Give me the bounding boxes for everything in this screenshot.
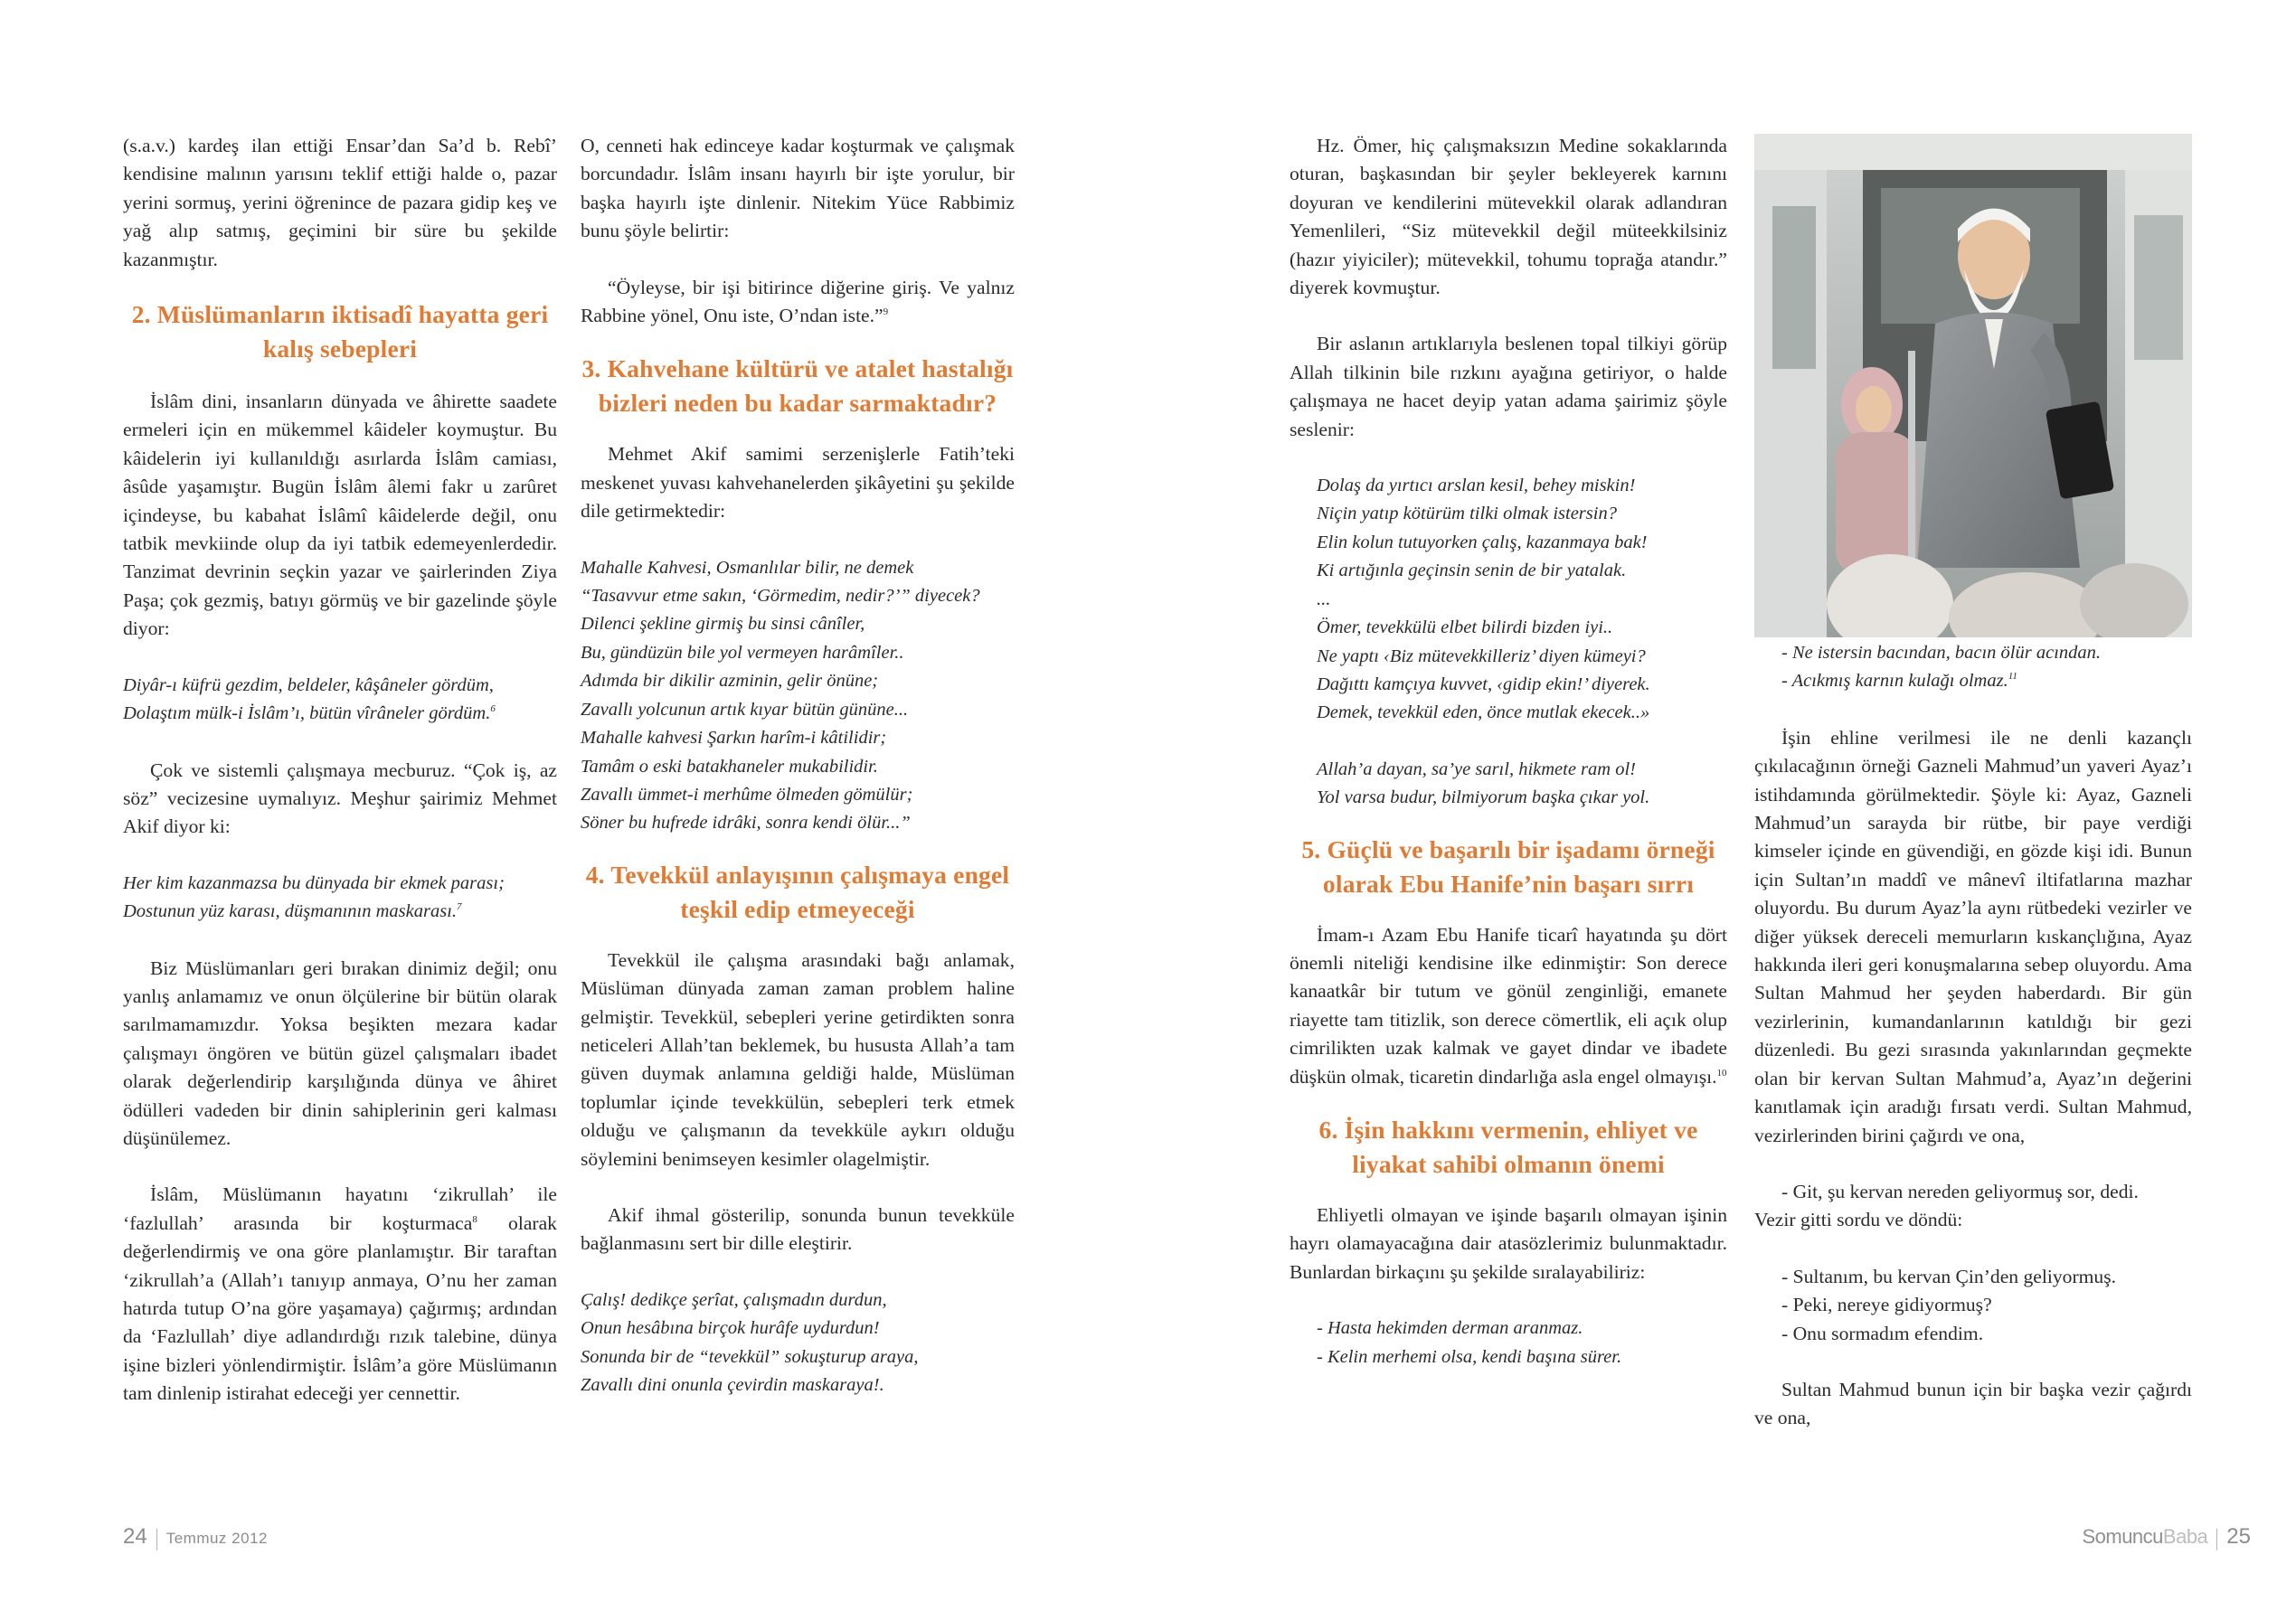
verse-line: Çalış! dedikçe şerîat, çalışmadın durdun, xyxy=(581,1289,887,1310)
paragraph: “Öyleyse, bir işi bitirince diğerine giriş. Ve yalnız Rabbine yönel, Onu iste, O’ndan iste.”$^9$ xyxy=(581,276,1015,327)
dialogue-line: - Git, şu kervan nereden geliyormuş sor, dedi. xyxy=(1781,1180,2139,1202)
verse-line: Ömer, tevekkülü elbet bilirdi bizden iyi.. xyxy=(1317,617,1613,638)
issue-date: Temmuz 2012 xyxy=(165,1530,268,1547)
left-footer xyxy=(123,1524,268,1550)
proverb: - Hasta hekimden derman aranmaz. xyxy=(1317,1318,1583,1339)
proverb: - Acıkmış karnın kulağı olmaz.$^{11}$ xyxy=(1781,671,2017,692)
verse-line: Zavallı ümmet-i merhûme ölmeden gömülür; xyxy=(581,784,913,805)
verse-line: Adımda bir dikilir azminin, gelir önüne; xyxy=(581,671,879,692)
verse-line: Dostunun yüz karası, düşmanının maskarası.$^7$ xyxy=(123,901,462,922)
page-number: 25 xyxy=(2226,1524,2251,1549)
footnote-ref: 6 xyxy=(490,703,496,715)
poem-verse xyxy=(581,554,1015,838)
paragraph: İslâm, Müslümanın hayatını ‘zikrullah’ ile ‘fazlullah’ arasında bir koşturmaca$^8$ olarak değerlendirmiş ve ona göre planlamıştır. Bir taraftan ‘zikrullah’a (Allah’ı tanıyıp anmaya, O’nu her zaman hatırda tutup O’na göre yaşamaya) çağırmış; ardından da ‘Fazlullah’ diye adlandırdığı rızık talebine, dünya işine bizleri yönlendirmiştir. İslâm’a göre Müslümanın tam dinlenip istirahat edeceği yer cennettir. xyxy=(123,1183,557,1405)
right-column-2 xyxy=(1754,639,2192,1433)
verse-line: Elin kolun tutuyorken çalış, kazanmaya bak! xyxy=(1317,532,1648,552)
paragraph: Akif ihmal gösterilip, sonunda bunun tevekküle bağlanmasını sert bir dille eleştirir. xyxy=(581,1203,1015,1255)
dialogue-line: - Onu sormadım efendim. xyxy=(1781,1322,1984,1344)
right-page xyxy=(1148,0,2296,1602)
verse-line: Her kim kazanmazsa bu dünyada bir ekmek parası; xyxy=(123,872,505,893)
paragraph: (s.a.v.) kardeş ilan ettiği Ensar’dan Sa’d b. Rebî’ kendisine malının yarısını teklif ettiği halde o, pazar yerini sormuş, yerini öğrenince de pazara gidip keş ve yağ alıp satmış, geçimini bir süre bu şekilde kazanmıştır. xyxy=(123,135,557,270)
poem-verse xyxy=(123,870,557,927)
paragraph: Ehliyetli olmayan ve işinde başarılı olmayan işinin hayrı olamayacağına dair atasözlerimiz bulunmaktadır. Bunlardan birkaçını şu şekilde sıralayabiliriz: xyxy=(1290,1203,1727,1283)
right-footer xyxy=(2082,1524,2251,1550)
poem-verse xyxy=(1290,756,1727,813)
dialogue-line: - Peki, nereye gidiyormuş? xyxy=(1781,1294,1992,1316)
verse-line: Diyâr-ı küfrü gezdim, beldeler, kâşâneler gördüm, xyxy=(123,674,494,695)
right-column-1 xyxy=(1290,132,1727,1371)
verse-line: Yol varsa budur, bilmiyorum başka çıkar yol. xyxy=(1317,787,1650,808)
dialogue-line: - Sultanım, bu kervan Çin’den geliyormuş. xyxy=(1781,1265,2117,1287)
poem-verse xyxy=(1290,472,1727,728)
paragraph: Bir aslanın artıklarıyla beslenen topal tilkiyi görüp Allah tilkinin bile rızkını ayağına getiriyor, o halde çalışmaya ne hacet deyip yatan adama şairimiz şöyle seslenir: xyxy=(1290,333,1727,440)
paragraph: Mehmet Akif samimi serzenişlerle Fatih’teki meskenet yuvası kahvehanelerden şikâyetini şu şekilde dile getirmektedir: xyxy=(581,443,1015,523)
verse-line: Sonunda bir de “tevekkül” sokuşturup araya, xyxy=(581,1346,919,1367)
paragraph: İşin ehline verilmesi ile ne denli kazançlı çıkılacağının örneği Gazneli Mahmud’un yaveri Ayaz’ı istihdamında görülmektedir. Şöyle ki: Ayaz, Gazneli Mahmud’un sarayda bir rütbe, bir paye verdiği kimseler içinde en güvendiği, en gözde kişi idi. Bunun için Sultan’ın maddî ve mânevî iltifatlarına mazhar oluyordu. Bu durum Ayaz’la aynı rütbedeki vezirler ve diğer yüksek dereceli memurların kıskançlığına, Ayaz hakkında ileri geri konuşmalarına sebep oluyordu. Ama Sultan Mahmud her şeyden haberdardı. Bir gün vezirlerinin, kumandanlarının katıldığı bir gezi düzenledi. Bu gezi sırasında yakınlarından geçmekte olan bir kervan Sultan Mahmud’a, Ayaz’ın değerini kanıtlamak için aradığı fırsatı verdi. Sultan Mahmud, vezirlerinden birini çağırdı ve ona, xyxy=(1754,726,2192,1146)
verse-line: Onun hesâbına birçok hurâfe uydurdun! xyxy=(581,1318,880,1339)
verse-line: Allah’a dayan, sa’ye sarıl, hikmete ram ol! xyxy=(1317,759,1636,779)
section-heading-3: 3. Kahvehane kültürü ve atalet hastalığı bizleri neden bu kadar sarmaktadır? xyxy=(581,354,1014,418)
proverb: - Kelin merhemi olsa, kendi başına sürer. xyxy=(1317,1346,1622,1367)
paragraph: İslâm dini, insanların dünyada ve âhirette saadete ermeleri için en mükemmel kâideler koymuştur. Bu kâidelerin iyi kullanıldığı asırlarda İslâm camiası, âsûde yaşamıştır. Bugün İslâm âlemi fakr u zarûret içindeyse, bu kabahat İslâmî kâidelerde değil, onu tatbik mevkiinde olup da iyi tatbik edemeyenlerdedir. Tanzimat devrinin seçkin yazar ve şairlerinden Ziya Paşa; çok gezmiş, batıyı görmüş ve bir gazelinde şöyle diyor: xyxy=(123,391,557,640)
proverb-list xyxy=(1754,639,2192,696)
verse-line: Dilenci şekline girmiş bu sinsi cânîler, xyxy=(581,614,865,635)
verse-line: Zavallı dini onunla çevirdin maskaraya!. xyxy=(581,1375,884,1395)
footer-divider xyxy=(156,1529,157,1550)
verse-line: Bu, gündüzün bile yol vermeyen harâmîler.. xyxy=(581,642,904,663)
verse-line: Niçin yatıp kötürüm tilki olmak istersin? xyxy=(1317,504,1617,524)
photo-illustration xyxy=(1754,134,2192,637)
photo-elderly-man-bus xyxy=(1754,134,2192,637)
verse-line: Tamâm o eski batakhaneler mukabilidir. xyxy=(581,756,878,777)
footer-divider xyxy=(2216,1529,2217,1550)
paragraph: İmam-ı Azam Ebu Hanife ticarî hayatında şu dört önemli niteliği kendisine ilke edinmiştir: Son derece kanaatkâr bir tutum ve gönül zenginliği, emanete riayette tam titizlik, son derece cömertlik, eli açık olup cimrilikten uzak kalmak ve gayet dindar ve ibadete düşkün olmak, ticaretin dindarlığa asla engel olmayışı.$^{10}$ xyxy=(1290,923,1727,1088)
verse-line: Mahalle kahvesi Şarkın harîm-i kâtilidir; xyxy=(581,728,887,749)
section-heading-6: 6. İşin hakkını vermenin, ehliyet ve liyakat sahibi olmanın önemi xyxy=(1318,1115,1698,1178)
verse-line: Ki artığınla geçinsin senin de bir yatalak. xyxy=(1317,561,1627,581)
verse-line: Dağıttı kamçıya kuvvet, ‹gidip ekin!’ diyerek. xyxy=(1317,674,1650,694)
section-heading-2: 2. Müslümanların iktisadî hayatta geri kalış sebepleri xyxy=(131,300,549,363)
verse-line: Mahalle Kahvesi, Osmanlılar bilir, ne demek xyxy=(581,557,914,578)
left-column-2 xyxy=(581,132,1015,1399)
poem-verse xyxy=(123,672,557,729)
paragraph: Biz Müslümanları geri bırakan dinimiz değil; onu yanlış anlamamız ve onun ölçülerine bir bütün olarak sarılmamamızdır. Yoksa beşikten mezara kadar çalışmayı öngören ve bütün güzel çalışmaları ibadet olarak değerlendirip karşılığında dünya ve âhiret ödülleri vadeden bir dinin sahiplerinin geri kalması düşünülemez. xyxy=(123,956,557,1149)
left-column-1 xyxy=(123,132,557,1409)
verse-line: Demek, tevekkül eden, önce mutlak ekecek..» xyxy=(1317,702,1650,723)
poem-verse xyxy=(581,1286,1015,1400)
verse-line: Söner bu hufrede idrâki, sonra kendi ölür...” xyxy=(581,813,911,834)
page-number: 24 xyxy=(123,1524,147,1549)
verse-line: ... xyxy=(1317,589,1331,609)
footnote-ref: 9 xyxy=(883,306,889,317)
paragraph: Çok ve sistemli çalışmaya mecburuz. “Çok iş, az söz” vecizesine uymalıyız. Meşhur şairimiz Mehmet Akif diyor ki: xyxy=(123,759,557,838)
footnote-ref: 11 xyxy=(2008,671,2017,683)
paragraph: O, cenneti hak edinceye kadar koşturmak ve çalışmak borcundadır. İslâm insanı hayırlı bir işte yorulur, bir başka hayırlı işte dinlenir. Nitekim Yüce Rabbimiz bunu şöyle belirtir: xyxy=(581,135,1015,242)
section-heading-5: 5. Güçlü ve başarılı bir işadamı örneği olarak Ebu Hanife’nin başarı sırrı xyxy=(1301,834,1715,898)
paragraph: Hz. Ömer, hiç çalışmaksızın Medine sokaklarında oturan, başkasından bir şeyler bekleyerek karnını doyuran ve kendilerini mütevekkil olarak adlandıran Yemenlileri, “Siz mütevekkil değil müteekkilsiniz (hazır yiyiciler); mütevekkil, tohumu toprağa atandır.” diyerek kovmuştur. xyxy=(1290,135,1727,299)
proverb-list xyxy=(1290,1315,1727,1371)
verse-line: Dolaştım mülk-i İslâm’ı, bütün vîrâneler gördüm.$^6$ xyxy=(123,703,496,724)
proverb: - Ne istersin bacından, bacın ölür acından. xyxy=(1781,643,2102,663)
verse-line: Dolaş da yırtıcı arslan kesil, behey miskin! xyxy=(1317,476,1636,496)
paragraph: Sultan Mahmud bunun için bir başka vezir çağırdı ve ona, xyxy=(1754,1378,2192,1429)
dialogue-line: Vezir gitti sordu ve döndü: xyxy=(1754,1209,1963,1231)
footnote-ref: 7 xyxy=(457,901,462,913)
magazine-logo: SomuncuBaba xyxy=(2082,1525,2208,1548)
verse-line: Zavallı yolcunun artık kıyar bütün gününe... xyxy=(581,699,909,720)
paragraph: Tevekkül ile çalışma arasındaki bağı anlamak, Müslüman dünyada zaman zaman problem haline gelmiştir. Tevekkül, sebepleri yerine getirdikten sonra neticeleri Allah’tan beklemek, bu hususta Allah’a tam güven duymak anlamına geldiği halde, Müslüman toplumlar içinde tevekkülün, sebepleri terk etmek olduğu ve çalışmanın da tevekküle aykırı olduğu söylemini benimseyen kesimler olagelmiştir. xyxy=(581,948,1015,1170)
verse-line: Ne yaptı ‹Biz mütevekkilleriz’ diyen kümeyi? xyxy=(1317,646,1646,666)
verse-line: “Tasavvur etme sakın, ‘Görmedim, nedir?’” diyecek? xyxy=(581,586,980,607)
footnote-ref: 10 xyxy=(1716,1067,1727,1079)
footnote-ref: 8 xyxy=(472,1213,477,1225)
section-heading-4: 4. Tevekkül anlayışının çalışmaya engel teşkil edip etmeyeceği xyxy=(585,860,1010,923)
